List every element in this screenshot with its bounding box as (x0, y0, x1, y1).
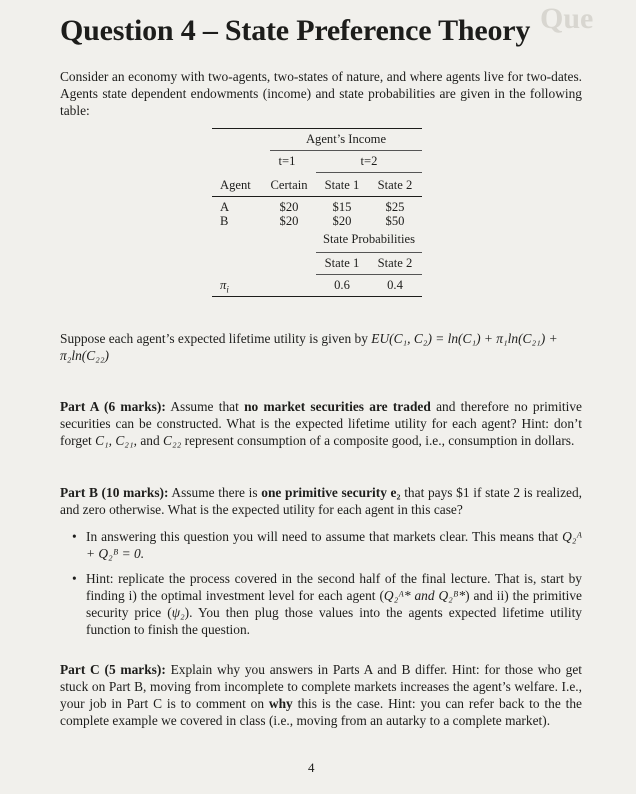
column-header-state2: State 2 (377, 178, 413, 192)
part-b-bold: one primitive security e₂ (261, 485, 401, 500)
bleed-through-title: Que (540, 2, 594, 35)
bullet2-text2: ) and ii) the primitive security price ( (86, 588, 582, 620)
part-a-text2: and therefore no primitive securities can be constructed. What is the expected lifetime utility for each agent? Hint: don’t forget (60, 399, 583, 448)
bullet-market-clearing (60, 528, 582, 562)
group-header-income: Agent’s Income (305, 132, 387, 146)
part-b-text2: that pays $1 if state 2 is realized, and zero otherwise. What is the expected utility for each agent in this case? (60, 485, 583, 517)
part-a-label: Part A (6 marks): (60, 399, 166, 414)
column-header-agent: Agent (220, 178, 251, 192)
page-number: 4 (308, 760, 315, 775)
part-b-paragraph (60, 484, 582, 518)
part-a-paragraph (60, 398, 582, 449)
prob-col-state2: State 2 (377, 256, 413, 270)
part-c-text1: Explain why you answers in Parts A and B differ. Hint: for those who get stuck on Part B, moving from incomplete to complete markets increases the agent’s welfare. I.e., your job in Part C is to comment on (60, 662, 582, 711)
row-b-certain: $20 (279, 214, 299, 228)
intro-paragraph: Consider an economy with two-agents, two-states of nature, and where agents live for two-dates. Agents state dependent endowments (income) and state probabilities are given in the following table: (60, 69, 582, 118)
table-bottom-rule (212, 296, 422, 297)
group-header-rule (270, 150, 422, 151)
prob-value-state2: 0.4 (387, 278, 403, 292)
part-a-text4: represent consumption of a composite good, i.e., consumption in dollars. (181, 433, 575, 448)
part-a-text1: Assume that (165, 399, 245, 414)
utility-text: Suppose each agent’s expected lifetime utility is given by (60, 331, 372, 346)
prob-col-state1: State 1 (324, 256, 360, 270)
row-a-state1: $15 (332, 200, 352, 214)
utility-paragraph (60, 330, 582, 364)
utility-formula-line1: EU(C₁, C₂) = ln(C₁) + π₁ln(C₂₁) + (371, 331, 558, 346)
prob-col-rule (316, 274, 422, 275)
row-b-state1: $20 (332, 214, 352, 228)
prob-header: State Probabilities (323, 232, 415, 246)
part-a-bold: no market securities are traded (244, 399, 431, 414)
part-c-label: Part C (5 marks): (60, 662, 166, 677)
bullet-dot-icon: • (72, 571, 77, 586)
column-header-certain: Certain (270, 178, 308, 192)
bullet2-math2: ψ₂ (171, 605, 185, 620)
prob-header-rule (316, 252, 422, 253)
prob-label-subscript: i (226, 284, 229, 295)
row-a-agent: A (220, 200, 230, 214)
bullet1-math: Q₂ᴬ + Q₂ᴮ = 0. (86, 529, 582, 561)
part-b-label: Part B (10 marks): (60, 485, 169, 500)
header-bottom-rule (212, 196, 422, 197)
date-header-rule (316, 172, 422, 173)
part-c-paragraph (60, 661, 582, 729)
bullet2-math1: Q₂ᴬ* and Q₂ᴮ* (383, 588, 466, 603)
prob-value-state1: 0.6 (334, 278, 350, 292)
bullet2-text1: Hint: replicate the process covered in the second half of the final lecture. That is, start by finding i) the optimal investment level for each agent ( (86, 571, 582, 603)
row-b-agent: B (220, 214, 229, 228)
bullet-hint (60, 570, 582, 638)
part-c-bold: why (268, 696, 293, 711)
prob-label-symbol: π (220, 278, 227, 292)
prob-label (220, 278, 229, 293)
bullet1-text: In answering this question you will need to assume that markets clear. This means that (86, 529, 563, 544)
part-c-text2: this is the case. Hint: you can refer back to the the complete example we covered in class (i.e., moving from an autarky to a complete market). (60, 696, 582, 728)
bullet2-text3: ). You then plug those values into the agents expected lifetime utility function to finish the question. (86, 605, 582, 637)
utility-formula-line2: π₂ln(C₂₂) (60, 348, 109, 363)
date-header-t2: t=2 (360, 154, 378, 168)
part-b-text1: Assume there is (168, 485, 262, 500)
part-b-bullets (60, 528, 582, 638)
column-header-state1: State 1 (324, 178, 360, 192)
row-a-certain: $20 (279, 200, 299, 214)
part-a-math2: C₂₂ (163, 433, 182, 448)
part-a-text3: , and (133, 433, 164, 448)
part-a-math1: C₁, C₂₁ (95, 433, 134, 448)
bullet-dot-icon: • (72, 529, 77, 544)
row-b-state2: $50 (385, 214, 405, 228)
table-top-rule (212, 128, 422, 129)
page-title: Question 4 – State Preference Theory (60, 14, 531, 47)
row-a-state2: $25 (385, 200, 405, 214)
date-header-t1: t=1 (278, 154, 296, 168)
